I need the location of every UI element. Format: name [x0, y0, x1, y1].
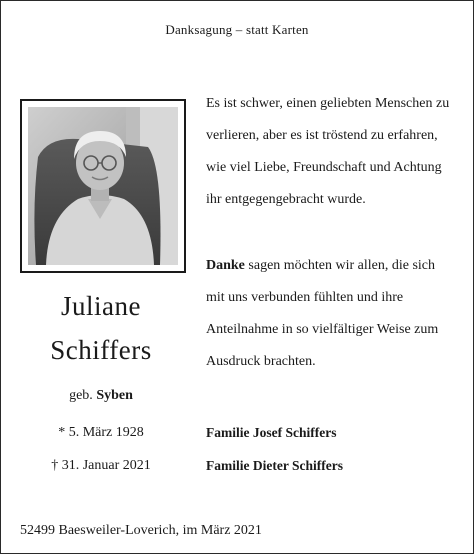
family-signature: Familie Dieter Schiffers [206, 458, 343, 473]
notice-header: Danksagung – statt Karten [165, 22, 309, 37]
thanks-word: Danke [206, 258, 245, 273]
paragraph-line: wie viel Liebe, Freundschaft und Achtung [206, 160, 442, 175]
paragraph-line [206, 250, 466, 282]
paragraph-line: Anteilnahme in so vielfältiger Weise zum [206, 322, 439, 337]
maiden-name: Syben [96, 388, 133, 403]
paragraph-line: mit uns verbunden fühlten und ihre [206, 290, 404, 305]
paragraph-line: Ausdruck brachten. [206, 354, 316, 369]
thanks-paragraph [206, 250, 466, 378]
place-date: 52499 Baesweiler-Loverich, im März 2021 [20, 523, 262, 538]
portrait-image [28, 107, 178, 265]
portrait-photo [28, 107, 178, 265]
condolence-paragraph [206, 88, 466, 216]
last-name: Schiffers [50, 335, 152, 365]
family-signature: Familie Josef Schiffers [206, 425, 337, 440]
portrait-frame [20, 99, 186, 273]
paragraph-line-rest: sagen möchten wir allen, die sich [244, 258, 436, 273]
paragraph-line: Es ist schwer, einen geliebten Menschen zu [206, 96, 450, 111]
birth-date: * 5. März 1928 [58, 425, 144, 440]
paragraph-line: verlieren, aber es ist tröstend zu erfahren, [206, 128, 438, 143]
paragraph-line: ihr entgegengebracht wurde. [206, 192, 366, 207]
first-name: Juliane [61, 291, 141, 321]
maiden-name-line [0, 388, 202, 404]
geb-prefix: geb. [69, 388, 93, 403]
death-date: † 31. Januar 2021 [51, 458, 151, 473]
